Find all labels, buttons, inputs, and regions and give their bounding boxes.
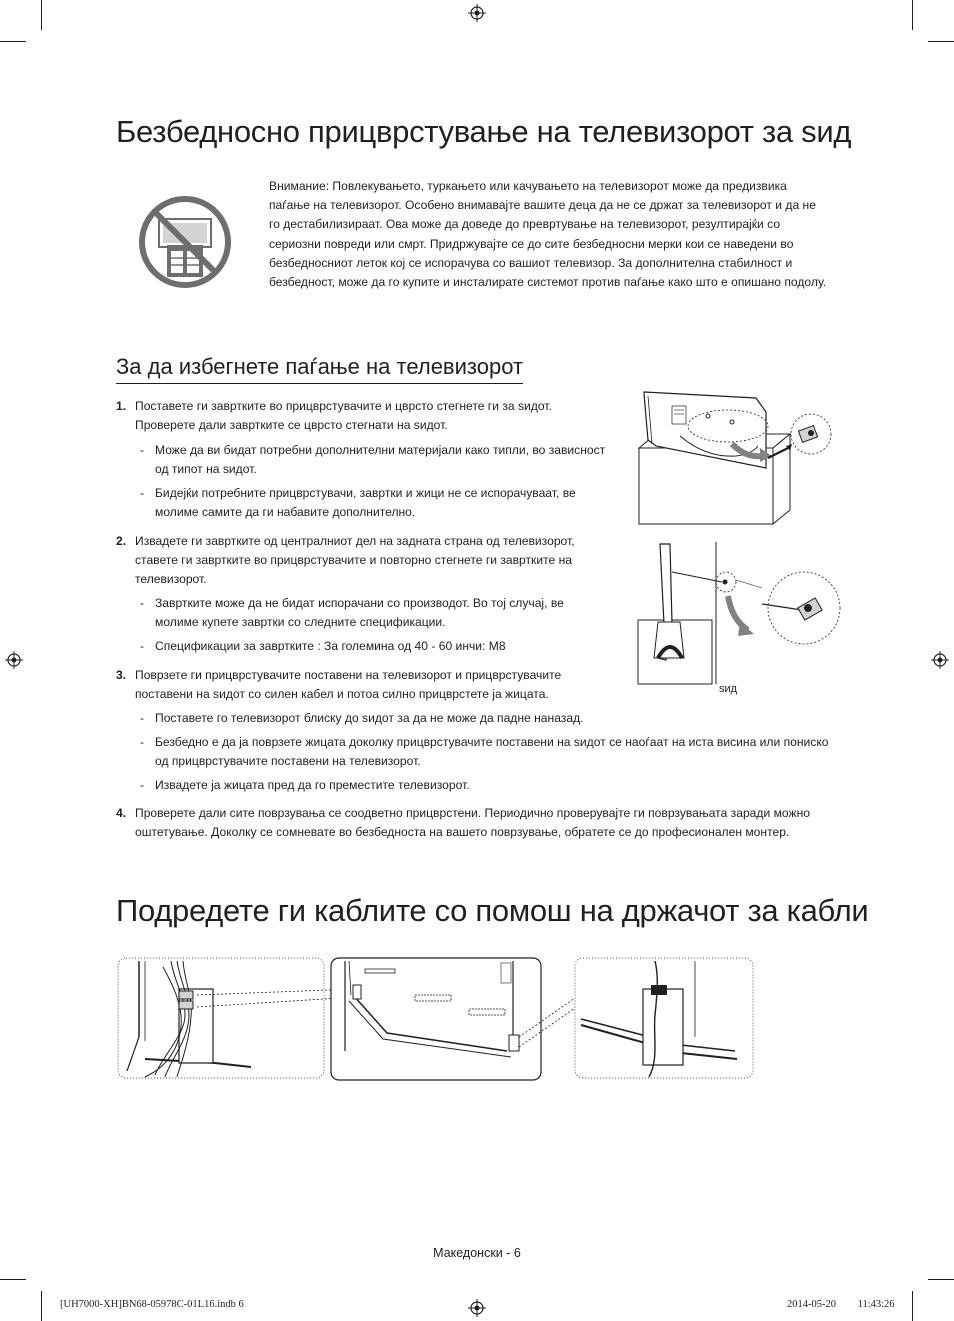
step-text-line: Проверете дали завртките се цврсто стегнати на ѕидот.: [135, 418, 448, 432]
wall-label: ѕид: [719, 683, 738, 695]
note-text-line: Безбедно е да ја поврзете жицата доколку прицврстувачите поставени на ѕидот се наоѓаат на иста висина или пониско: [155, 735, 829, 749]
registration-mark-icon: [468, 4, 486, 22]
note-text-line: од типот на ѕидот.: [155, 462, 257, 476]
note-text-line: Поставете го телевизорот блиску до ѕидот за да не може да падне наназад.: [155, 711, 584, 725]
crop-mark: [0, 1279, 26, 1280]
step-text-line: Поставете ги завртките во прицврстувачите и цврсто стегнете ги за ѕидот.: [135, 399, 552, 413]
note-text-line: Спецификации за завртките : За големина од 40 - 60 инчи: M8: [155, 639, 506, 653]
step-number: 1.: [116, 399, 127, 413]
step-number: 3.: [116, 668, 127, 682]
print-slug-right: 2014-05-20 ￿￿ 11:43:26: [787, 1299, 895, 1310]
page-footer: Македонски - 6: [433, 1246, 521, 1260]
note-text-line: Може да ви бидат потребни дополнителни материјали како типли, во зависност: [155, 443, 606, 457]
step-text-line: Извадете ги завртките од централниот дел на задната страна од телевизорот,: [135, 534, 575, 548]
registration-mark-icon: [5, 651, 23, 669]
print-slug-left: [UH7000-XH]BN68-05978C-01L16.indb 6: [60, 1299, 244, 1310]
warning-paragraph: Внимание: Повлекувањето, туркањето или качувањето на телевизорот може да предизвика паѓање на телевизорот. Особено внимавајте вашите деца да не се држат за телевизорот и да не го дестабилизираат. Ова може да доведе до превртување на телевизорот, резултирајќи со сериозни повреди или смрт. Придржувајте се до сите безбедносни мерки кои се наведени во безбедносниот леток кој се испорачува со вашиот телевизор. За дополнителна стабилност и безбедност, може да го купите и инсталирате системот против паѓање како што е опишано подолу.: [269, 179, 827, 290]
note-text-line: молиме самите да ги набавите дополнително.: [155, 505, 416, 519]
note-text-line: Извадете ја жицата пред да го преместите телевизорот.: [155, 778, 470, 792]
crop-mark: [912, 0, 913, 30]
note-text-line: од прицврстувачите поставени на телевизорот.: [155, 754, 421, 768]
cable-holder-illustration: [115, 955, 757, 1083]
crop-mark: [928, 41, 954, 42]
registration-mark-icon: [931, 651, 949, 669]
note-text-line: Завртките може да не бидат испорачани со производот. Во тој случај, ве: [155, 596, 564, 610]
step-text-line: поставени на ѕидот со силен кабел и потоа силно прицврстете ја жицата.: [135, 687, 549, 701]
tv-bracket-screw-illustration: [636, 386, 836, 528]
step-text-line: телевизорот.: [135, 572, 207, 586]
crop-mark: [912, 1291, 913, 1321]
step-text-line: ставете ги завртките во прицврстувачите и повторно стегнете ги завртките на: [135, 553, 572, 567]
registration-mark-icon: [468, 1299, 486, 1317]
step-number: 2.: [116, 534, 127, 548]
no-climbing-warning-icon: [138, 195, 232, 289]
subsection-title-prevent-falling: За да избегнете паѓање на телевизорот: [116, 354, 523, 384]
note-dash: -: [140, 486, 145, 500]
step-number: 4.: [116, 806, 127, 820]
note-text-line: Бидејќи потребните прицврстувачи, завртки и жици не се испорачуваат, ве: [155, 486, 576, 500]
crop-mark: [0, 41, 26, 42]
note-dash: -: [140, 596, 145, 610]
note-dash: -: [140, 735, 145, 749]
note-dash: -: [140, 711, 145, 725]
step-text-line: Проверете дали сите поврзувања се соодветно прицврстени. Периодично проверувајте ги поврзувањата заради можно: [135, 806, 810, 820]
step-text-line: Поврзете ги прицврстувачите поставени на телевизорот и прицврстувачите: [135, 668, 562, 682]
crop-mark: [41, 0, 42, 30]
section-title-wall-mounting: Безбедносно прицврстување на телевизорот за ѕид: [116, 114, 852, 149]
note-dash: -: [140, 639, 145, 653]
crop-mark: [928, 1279, 954, 1280]
step-text-line: оштетување. Доколку се сомневате во безбедноста на вашето поврзување, обратете се до професионален монтер.: [135, 825, 790, 839]
section-title-cable-holder: Подредете ги каблите со помош на држачот за кабли: [116, 893, 869, 928]
note-dash: -: [140, 778, 145, 792]
note-text-line: молиме купете завртки со следните спецификации.: [155, 615, 446, 629]
tv-wall-cable-illustration: [636, 540, 842, 685]
crop-mark: [41, 1291, 42, 1321]
note-dash: -: [140, 443, 145, 457]
